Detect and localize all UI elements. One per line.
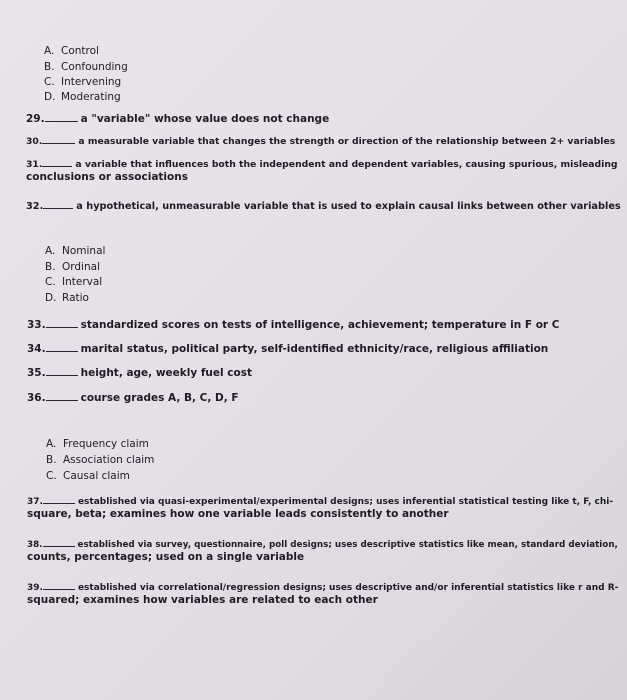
answer-blank[interactable]	[43, 199, 73, 209]
answer-blank[interactable]	[46, 342, 78, 352]
question-35: 35. height, age, weekly fuel cost	[27, 367, 252, 379]
answer-blank[interactable]	[42, 134, 75, 144]
question-39-continuation: squared; examines how variables are related to each other	[27, 594, 378, 606]
option-causal-claim: C. Causal claim	[46, 470, 130, 482]
question-39: 39. established via correlational/regression designs; uses descriptive and/or inferential statistics like r and R-	[27, 580, 618, 593]
question-33: 33. standardized scores on tests of intelligence, achievement; temperature in F or C	[27, 319, 560, 331]
answer-blank[interactable]	[43, 494, 75, 504]
answer-blank[interactable]	[43, 537, 75, 547]
question-30: 30. a measurable variable that changes the strength or direction of the relationship between 2+ variables	[26, 136, 616, 147]
question-29: 29. a "variable" whose value does not change	[26, 113, 330, 125]
option-interval: C. Interval	[45, 276, 103, 288]
question-38: 38. established via survey, questionnaire, poll designs; uses descriptive statistics like mean, standard deviation,	[27, 537, 618, 550]
question-31: 31. a variable that influences both the independent and dependent variables, causing spurious, misleading	[26, 159, 618, 170]
option-frequency-claim: A. Frequency claim	[46, 438, 149, 450]
question-37: 37. established via quasi-experimental/experimental designs; uses inferential statistical testing like t, F, chi-	[27, 494, 613, 507]
option-nominal: A. Nominal	[45, 245, 106, 257]
question-32: 32. a hypothetical, unmeasurable variable that is used to explain causal links between other variables	[26, 201, 621, 212]
question-36: 36. course grades A, B, C, D, F	[27, 392, 239, 404]
answer-blank[interactable]	[42, 157, 72, 167]
answer-blank[interactable]	[46, 318, 78, 328]
option-confounding: B. Confounding	[44, 61, 128, 73]
answer-blank[interactable]	[43, 580, 75, 590]
answer-blank[interactable]	[45, 112, 78, 122]
option-intervening: C. Intervening	[44, 76, 122, 88]
question-31-continuation: conclusions or associations	[26, 171, 188, 183]
question-37-continuation: square, beta; examines how one variable leads consistently to another	[27, 508, 449, 520]
option-moderating: D. Moderating	[44, 91, 121, 103]
option-ratio: D. Ratio	[45, 292, 89, 304]
option-control: A. Control	[44, 45, 99, 57]
question-38-continuation: counts, percentages; used on a single variable	[27, 551, 305, 563]
answer-blank[interactable]	[46, 366, 78, 376]
question-34: 34. marital status, political party, self-identified ethnicity/race, religious affiliation	[27, 343, 549, 355]
option-association-claim: B. Association claim	[46, 454, 155, 466]
answer-blank[interactable]	[46, 391, 78, 401]
option-ordinal: B. Ordinal	[45, 261, 100, 273]
